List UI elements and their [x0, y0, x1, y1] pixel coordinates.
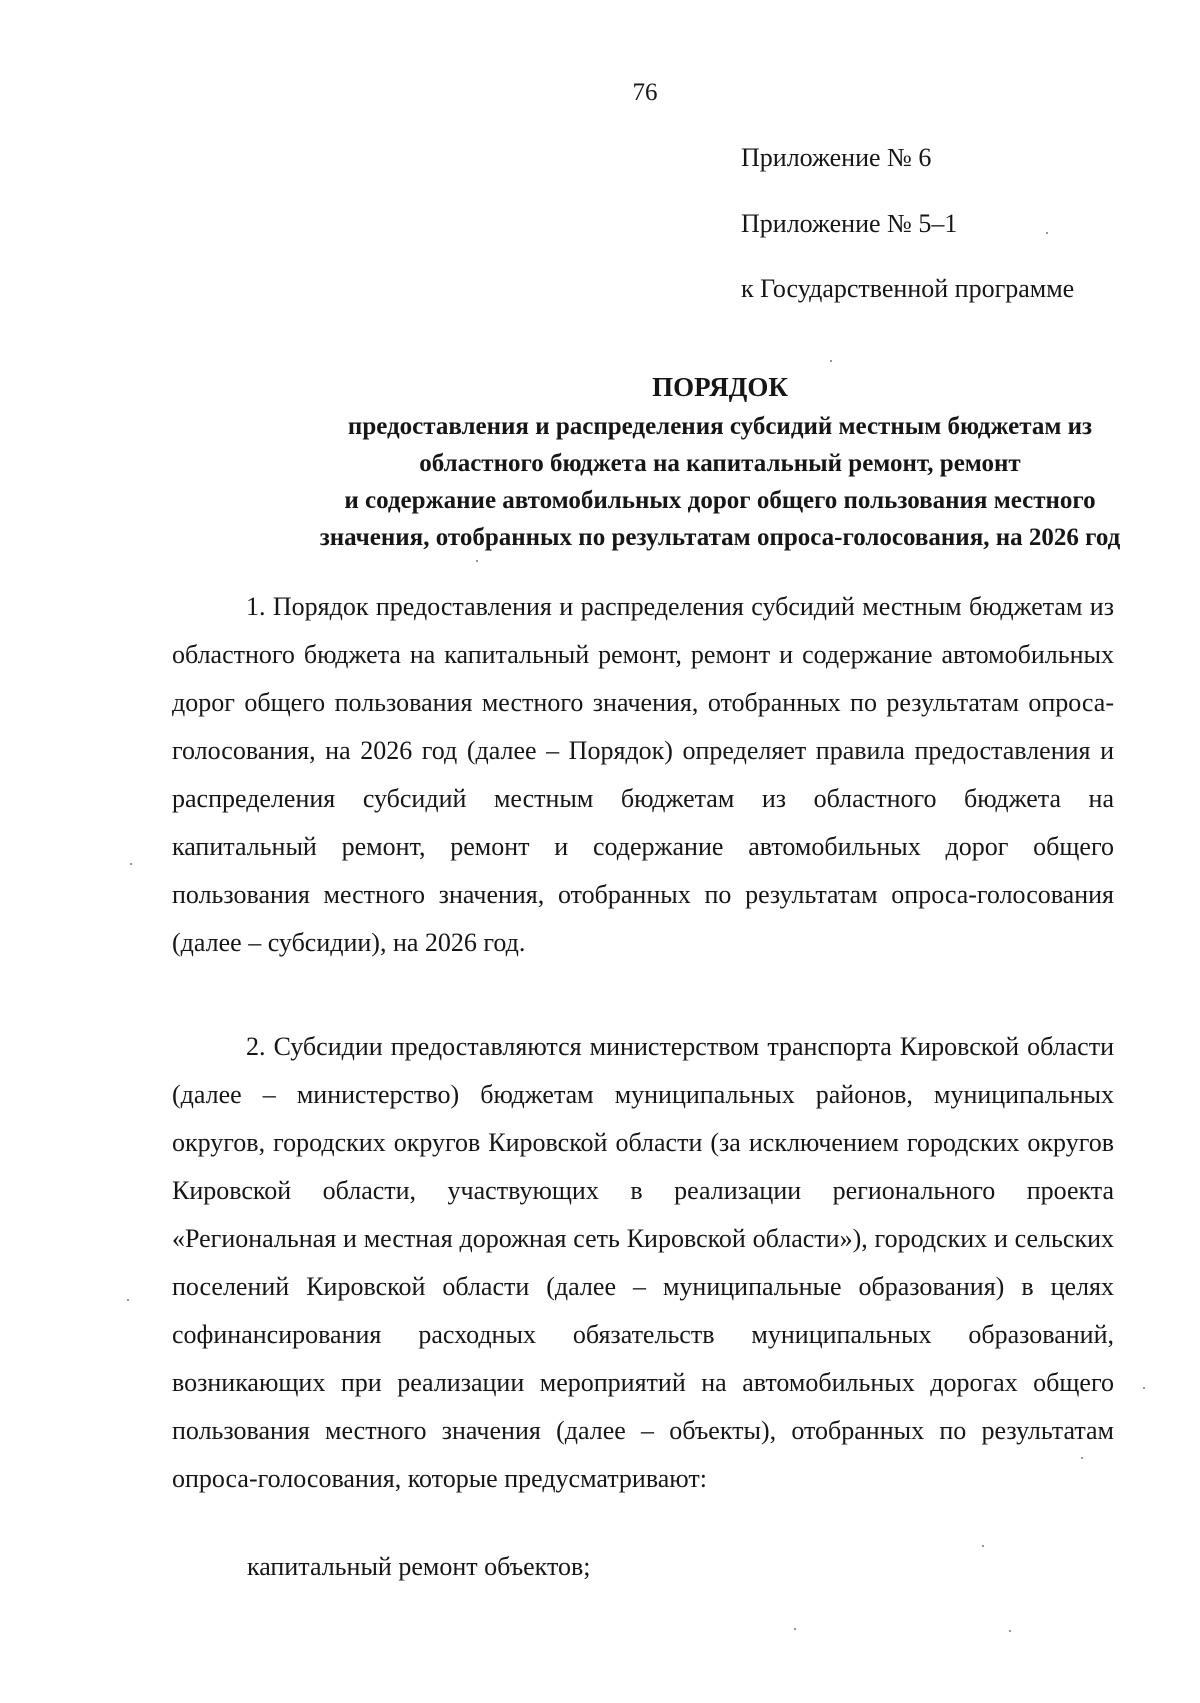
scan-speck [1143, 1387, 1145, 1389]
scan-speck [1046, 232, 1048, 234]
document-subtitle [160, 408, 1200, 556]
paragraph-2: 2. Субсидии предоставляются министерством транспорта Кировской области (далее – министерство) бюджетам муниципальных районов, муниципальных округов, городских округов Кировской области (за исключением городских округов Кировской области, участвующих в реализации регионального проекта «Региональная и местная дорожная сеть Кировской области»), городских и сельских поселений Кировской области (далее – муниципальные образования) в целях софинансирования расходных обязательств муниципальных образований, возникающих при реализации мероприятий на автомобильных дорогах общего пользования местного значения (далее – объекты), отобранных по результатам опроса-голосования, которые предусматривают: [172, 1032, 1114, 1493]
appendix-program-reference: к Государственной программе [741, 274, 1075, 303]
subtitle-line: областного бюджета на капитальный ремонт, ремонт [419, 450, 1021, 477]
document-title: ПОРЯДОК [652, 372, 788, 402]
scan-speck [130, 863, 132, 865]
list-item-block [172, 1543, 1114, 1591]
scan-speck [830, 360, 832, 362]
subtitle-line: значения, отобранных по результатам опроса-голосования, на 2026 год [319, 524, 1121, 551]
paragraph-2-block [172, 1023, 1114, 1503]
scan-speck [127, 1299, 129, 1301]
scan-speck [476, 560, 478, 562]
paragraph-1: 1. Порядок предоставления и распределения субсидий местным бюджетам из областного бюджета на капитальный ремонт, ремонт и содержание автомобильных дорог общего пользования местного значения, отобранных по результатам опроса-голосования, на 2026 год (далее – Порядок) определяет правила предоставления и распределения субсидий местным бюджетам из областного бюджета на капитальный ремонт, ремонт и содержание автомобильных дорог общего пользования местного значения, отобранных по результатам опроса-голосования (далее – субсидии), на 2026 год. [172, 592, 1114, 957]
paragraph-1-block [172, 583, 1114, 967]
scan-speck [982, 1545, 984, 1547]
list-item-capital-repair: капитальный ремонт объектов; [247, 1552, 591, 1581]
subtitle-line: и содержание автомобильных дорог общего пользования местного [344, 487, 1096, 514]
page-number: 76 [632, 79, 658, 106]
appendix-label-5-1: Приложение № 5–1 [741, 209, 958, 238]
subtitle-line: предоставления и распределения субсидий местным бюджетам из [347, 413, 1093, 440]
scan-speck [1081, 1457, 1083, 1459]
scan-speck [794, 1628, 796, 1630]
scan-speck [1009, 1630, 1011, 1632]
appendix-label-6: Приложение № 6 [741, 143, 932, 172]
